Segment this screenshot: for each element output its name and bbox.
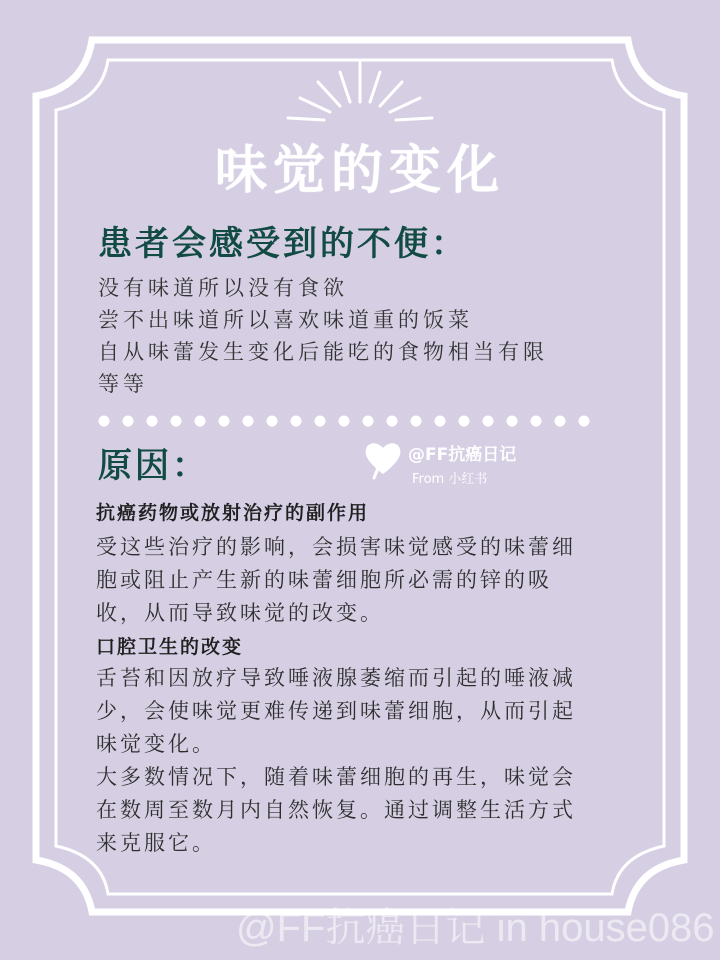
paragraph-oral-hygiene <box>96 662 646 860</box>
dotted-divider <box>96 413 606 429</box>
list-item: 自从味蕾发生变化后能吃的食物相当有限 <box>98 340 548 364</box>
watermark-handle: @FF抗癌日记 <box>408 445 517 465</box>
text-line: 味觉变化。 <box>96 732 216 756</box>
list-item: 尝不出味道所以喜欢味道重的饭菜 <box>98 308 473 332</box>
text-line: 胞或阻止产生新的味蕾细胞所必需的锌的吸 <box>96 568 552 592</box>
sun-rays-icon <box>288 62 432 120</box>
text-line: 大多数情况下，随着味蕾细胞的再生，味觉会 <box>96 765 576 789</box>
text-line: 舌苔和因放疗导致唾液腺萎缩而引起的唾液减 <box>96 666 576 690</box>
section-heading-cause: 原因： <box>98 446 209 486</box>
text-line: 少，会使味觉更难传递到味蕾细胞，从而引起 <box>96 699 576 723</box>
text-line: 在数周至数月内自然恢复。通过调整生活方式 <box>96 798 576 822</box>
page-title: 味觉的变化 <box>214 141 505 201</box>
subheading-oral-hygiene: 口腔卫生的改变 <box>96 636 244 658</box>
section-heading-inconvenience: 患者会感受到的不便： <box>98 224 468 264</box>
bottom-watermark: @FF抗癌日记 in house086 <box>236 906 715 950</box>
text-line: 来克服它。 <box>96 831 216 855</box>
paragraph-drug-side-effects <box>96 531 646 630</box>
watermark-source: From 小红书 <box>412 472 488 487</box>
text-line: 收，从而导致味觉的改变。 <box>96 601 384 625</box>
inconvenience-list <box>98 272 548 400</box>
subheading-drug-side-effects: 抗癌药物或放射治疗的副作用 <box>96 502 370 524</box>
heart-logo-icon <box>362 438 404 480</box>
text-line: 受这些治疗的影响，会损害味觉感受的味蕾细 <box>96 535 576 559</box>
list-item: 没有味道所以没有食欲 <box>98 276 348 300</box>
list-item: 等等 <box>98 372 148 396</box>
